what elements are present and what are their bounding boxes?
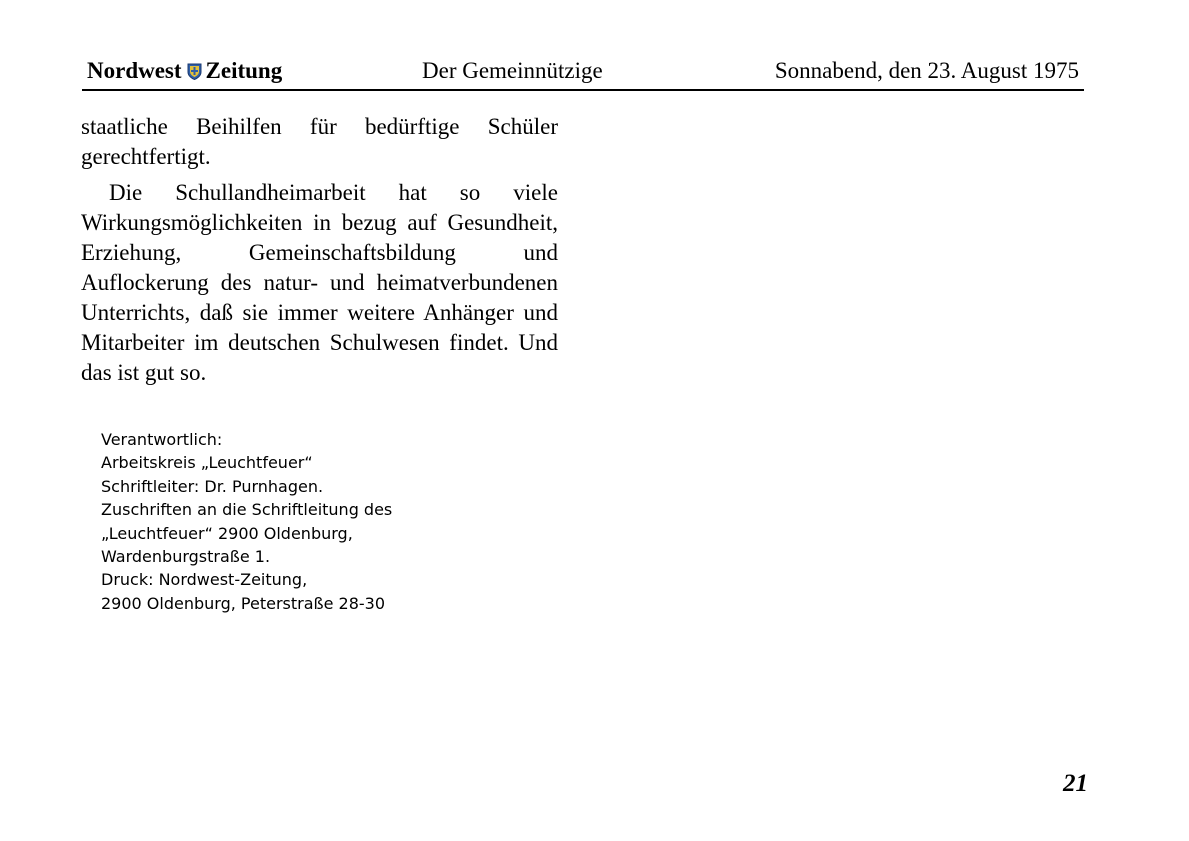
section-title: Der Gemeinnützige <box>422 58 603 83</box>
imprint-line: „Leuchtfeuer“ 2900 Oldenburg, <box>101 523 353 543</box>
newspaper-masthead <box>87 58 282 84</box>
imprint-line: Druck: Nordwest-Zeitung, <box>101 570 308 590</box>
imprint-line: Verantwortlich: <box>101 430 223 449</box>
dateline: Sonnabend, den 23. August 1975 <box>774 58 1079 83</box>
masthead-right: Zeitung <box>205 58 283 83</box>
page-number: 21 <box>1063 770 1088 797</box>
article-paragraph: Die Schullandheimarbeit hat so viele Wirkungsmöglichkeiten in bezug auf Gesundheit, Erziehung, Gemeinschaftsbildung und Auflockerung des natur- und heimatverbundenen Unterrichts, daß sie immer weitere Anhänger und Mitarbeiter im deutschen Schulwesen findet. Und das ist gut so. <box>81 180 558 385</box>
coat-of-arms-icon <box>187 63 202 80</box>
imprint-block <box>101 428 392 615</box>
article-paragraph: staatliche Beihilfen für bedürftige Schüler gerechtfertigt. <box>81 114 558 169</box>
article-column <box>81 112 558 388</box>
imprint-line: Wardenburgstraße 1. <box>101 547 271 567</box>
imprint-line: Zuschriften an die Schriftleitung des <box>101 500 393 520</box>
imprint-line: 2900 Oldenburg, Peterstraße 28-30 <box>101 593 386 613</box>
page-header <box>82 57 1084 91</box>
masthead-left: Nordwest <box>87 58 182 83</box>
imprint-line: Arbeitskreis „Leuchtfeuer“ <box>101 453 313 473</box>
imprint-line: Schriftleiter: Dr. Purnhagen. <box>101 476 324 496</box>
